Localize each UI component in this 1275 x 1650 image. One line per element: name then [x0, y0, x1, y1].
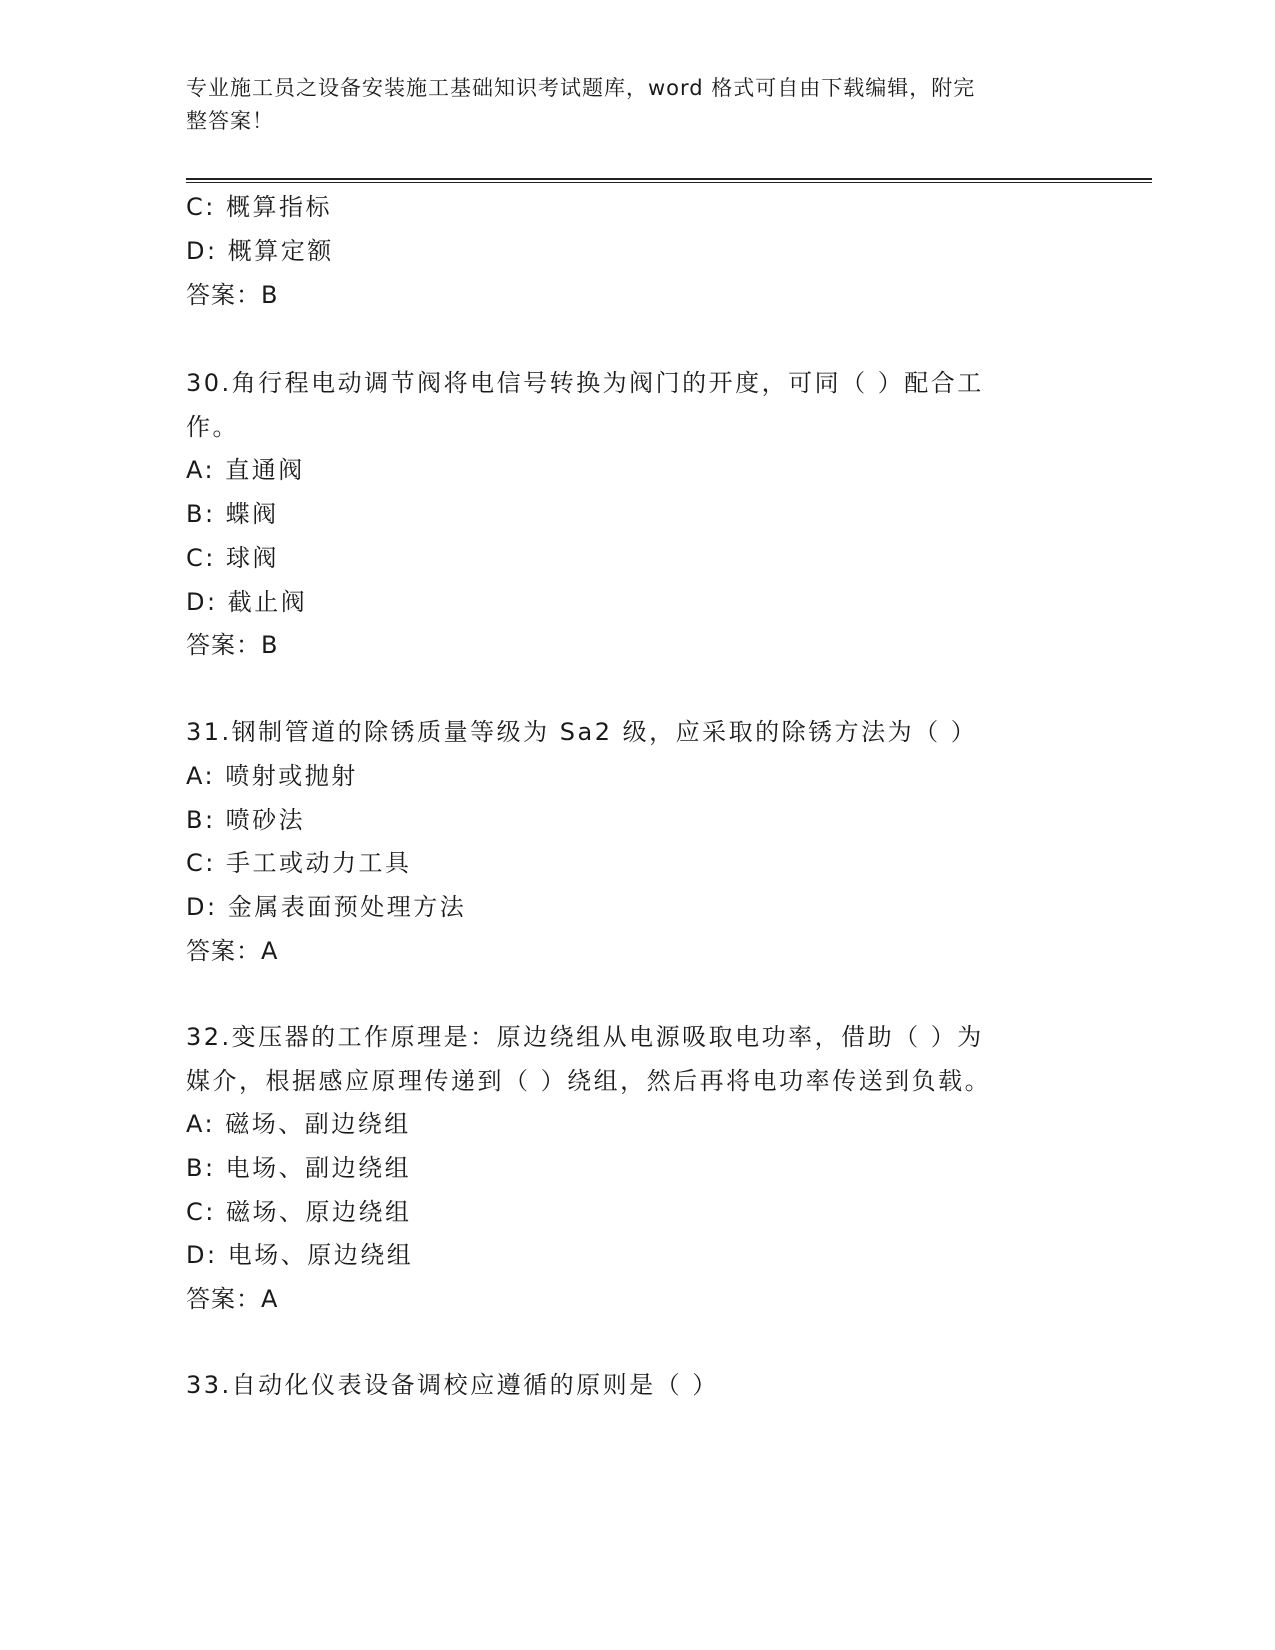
header-divider-thin — [186, 182, 1152, 183]
option-a: A: 直通阀 — [186, 456, 305, 484]
header-line-2: 整答案！ — [186, 109, 274, 133]
header-divider — [186, 178, 1152, 180]
question-stem: 31.钢制管道的除锈质量等级为 Sa2 级，应采取的除锈方法为（ ） — [186, 718, 978, 746]
option-a: A: 喷射或抛射 — [186, 762, 358, 790]
option-b: B: 蝶阀 — [186, 500, 279, 528]
question-stem: 33.自动化仪表设备调校应遵循的原则是（ ） — [186, 1371, 719, 1399]
question-stem-continued: 作。 — [186, 413, 239, 441]
option-c: C: 球阀 — [186, 544, 279, 572]
option-d: D: 电场、原边绕组 — [186, 1241, 414, 1269]
answer-text: 答案：B — [186, 281, 279, 309]
question-stem: 32.变压器的工作原理是：原边绕组从电源吸取电功率，借助（ ）为 — [186, 1023, 984, 1051]
option-c: C: 磁场、原边绕组 — [186, 1198, 412, 1226]
option-b: B: 喷砂法 — [186, 806, 306, 834]
option-c: C: 手工或动力工具 — [186, 849, 412, 877]
answer-text: 答案：A — [186, 937, 279, 965]
question-stem: 30.角行程电动调节阀将电信号转换为阀门的开度，可同（ ）配合工 — [186, 369, 984, 397]
option-c: C: 概算指标 — [186, 193, 332, 221]
answer-text: 答案：A — [186, 1285, 279, 1313]
page-header — [186, 72, 1066, 138]
option-d: D: 截止阀 — [186, 588, 308, 616]
header-line-1: 专业施工员之设备安装施工基础知识考试题库，word 格式可自由下载编辑，附完 — [186, 76, 976, 100]
option-b: B: 电场、副边绕组 — [186, 1154, 412, 1182]
answer-text: 答案：B — [186, 631, 279, 659]
option-d: D: 概算定额 — [186, 237, 334, 265]
option-a: A: 磁场、副边绕组 — [186, 1110, 411, 1138]
question-stem-continued: 媒介，根据感应原理传递到（ ）绕组，然后再将电功率传送到负载。 — [186, 1067, 992, 1095]
option-d: D: 金属表面预处理方法 — [186, 893, 467, 921]
